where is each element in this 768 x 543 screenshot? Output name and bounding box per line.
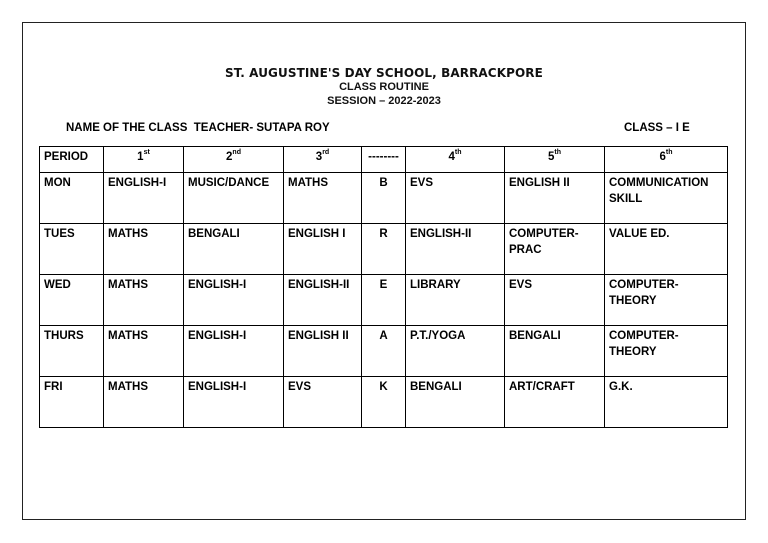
subject-cell: MATHS	[104, 224, 184, 275]
table-row	[40, 377, 728, 428]
subject-cell: BENGALI	[505, 326, 605, 377]
table-row	[40, 173, 728, 224]
subject-cell: COMPUTER-THEORY	[605, 326, 728, 377]
subject-cell: COMMUNICATION SKILL	[605, 173, 728, 224]
subject-cell: MATHS	[284, 173, 362, 224]
day-cell: THURS	[40, 326, 104, 377]
subject-cell: P.T./YOGA	[406, 326, 505, 377]
subject-cell: EVS	[406, 173, 505, 224]
break-letter-cell: A	[362, 326, 406, 377]
break-letter-cell: B	[362, 173, 406, 224]
school-name: ST. AUGUSTINE'S DAY SCHOOL, BARRACKPORE	[225, 66, 543, 80]
day-cell: TUES	[40, 224, 104, 275]
subject-cell: COMPUTER-THEORY	[605, 275, 728, 326]
header-break: --------	[362, 147, 406, 173]
table-row	[40, 326, 728, 377]
header-period: PERIOD	[40, 147, 104, 173]
class-label: CLASS – I E	[624, 122, 690, 134]
subject-cell: BENGALI	[406, 377, 505, 428]
subject-cell: MATHS	[104, 275, 184, 326]
table-row	[40, 224, 728, 275]
header-period-4: 4th	[406, 147, 505, 173]
subject-cell: MATHS	[104, 326, 184, 377]
subject-cell: ENGLISH-I	[184, 377, 284, 428]
header-period-5: 5th	[505, 147, 605, 173]
subject-cell: COMPUTER-PRAC	[505, 224, 605, 275]
header-period-6: 6th	[605, 147, 728, 173]
header-period-3: 3rd	[284, 147, 362, 173]
subject-cell: ENGLISH-I	[184, 326, 284, 377]
subject-cell: VALUE ED.	[605, 224, 728, 275]
routine-table	[39, 146, 728, 428]
subject-cell: EVS	[284, 377, 362, 428]
subject-cell: ENGLISH-I	[184, 275, 284, 326]
day-cell: MON	[40, 173, 104, 224]
header-period-2: 2nd	[184, 147, 284, 173]
day-cell: FRI	[40, 377, 104, 428]
subject-cell: LIBRARY	[406, 275, 505, 326]
table-row	[40, 275, 728, 326]
subject-cell: ENGLISH-II	[406, 224, 505, 275]
break-letter-cell: K	[362, 377, 406, 428]
subject-cell: ENGLISH I	[284, 224, 362, 275]
subject-cell: ART/CRAFT	[505, 377, 605, 428]
routine-title: CLASS ROUTINE	[339, 81, 429, 93]
subject-cell: ENGLISH-I	[104, 173, 184, 224]
subject-cell: ENGLISH II	[505, 173, 605, 224]
subject-cell: G.K.	[605, 377, 728, 428]
break-letter-cell: R	[362, 224, 406, 275]
session-label: SESSION – 2022-2023	[327, 95, 441, 107]
break-letter-cell: E	[362, 275, 406, 326]
subject-cell: ENGLISH-II	[284, 275, 362, 326]
header-row	[40, 147, 728, 173]
subject-cell: MUSIC/DANCE	[184, 173, 284, 224]
subject-cell: ENGLISH II	[284, 326, 362, 377]
class-teacher-label: NAME OF THE CLASS TEACHER- SUTAPA ROY	[66, 122, 330, 134]
subject-cell: BENGALI	[184, 224, 284, 275]
subject-cell: MATHS	[104, 377, 184, 428]
day-cell: WED	[40, 275, 104, 326]
subject-cell: EVS	[505, 275, 605, 326]
header-period-1: 1st	[104, 147, 184, 173]
